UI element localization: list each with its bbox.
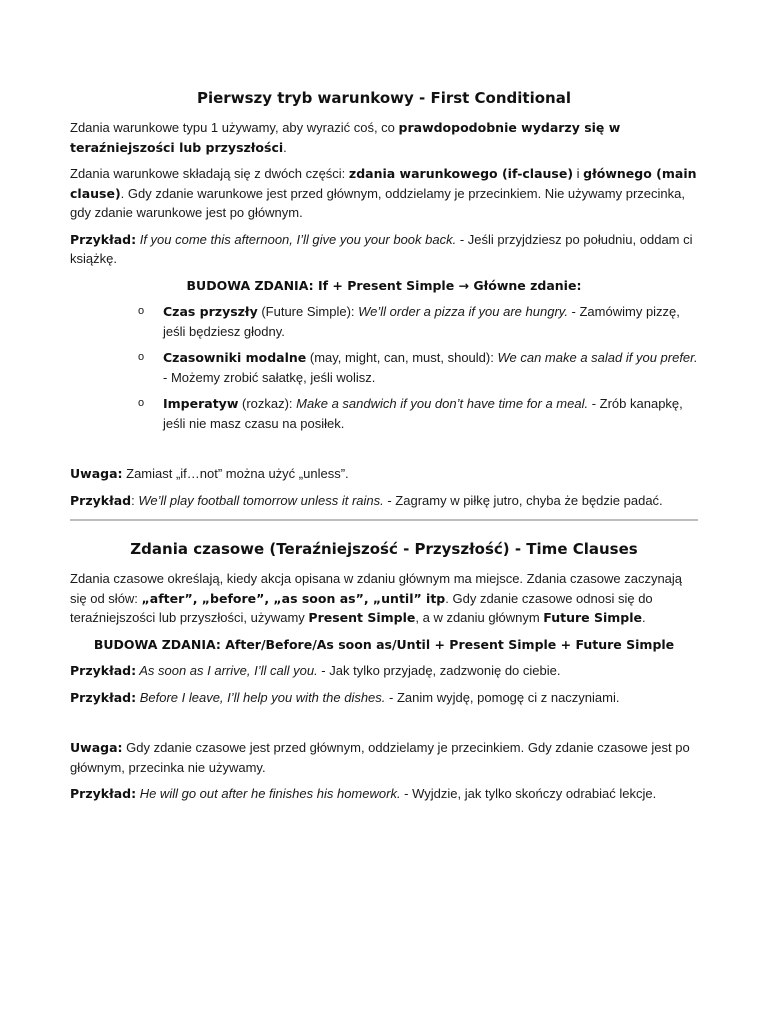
example-label: Przykład:: [70, 663, 137, 678]
example-english: We’ll order a pizza if you are hungry.: [358, 304, 568, 319]
text: (may, might, can, must, should):: [306, 350, 498, 365]
section1-intro: [70, 118, 698, 157]
section1-structure: [70, 276, 698, 296]
section1-example-2: [70, 491, 698, 511]
structure-formula: BUDOWA ZDANIA: After/Before/As soon as/Until + Present Simple + Future Simple: [93, 636, 675, 652]
section-divider: [70, 519, 698, 521]
bullet-marker: o: [138, 351, 145, 363]
note-label: Uwaga:: [70, 466, 123, 481]
section2-example-1: [70, 661, 698, 681]
example-polish: - Jeśli przyjdziesz po południu, oddam ci książkę.: [70, 231, 693, 266]
example-polish: - Zagramy w piłkę jutro, chyba że będzie padać.: [383, 492, 663, 508]
note-label: Uwaga:: [70, 740, 123, 755]
example-polish: - Zanim wyjdę, pomogę ci z naczyniami.: [385, 689, 620, 705]
section1-parts: [70, 164, 698, 223]
example-english: Make a sandwich if you don’t have time for a meal.: [296, 396, 589, 411]
bold-text: głównego (main clause): [70, 166, 697, 201]
list-item: [138, 302, 698, 341]
section2-intro: [70, 569, 698, 628]
text: Zdania czasowe określają, kiedy akcja opisana w zdaniu głównym ma miejsce. Zdania czasowe zaczynają się od słów:: [70, 571, 683, 606]
example-label: Przykład:: [70, 786, 137, 801]
document-page: [70, 88, 698, 811]
example-english: Before I leave, I’ll help you with the dishes.: [136, 689, 386, 705]
bold-text: Present Simple: [308, 610, 416, 625]
text: .: [283, 139, 287, 155]
text: Zdania warunkowe typu 1 używamy, aby wyrazić coś, co: [70, 120, 399, 135]
example-english: As soon as I arrive, I’ll call you.: [136, 663, 318, 678]
example-label: Przykład: [70, 492, 132, 508]
section2-example-2: [70, 688, 698, 708]
bold-text: Czas przyszły: [163, 304, 258, 319]
example-label: Przykład:: [70, 689, 137, 705]
example-polish: - Wyjdzie, jak tylko skończy odrabiać lekcje.: [400, 786, 657, 801]
bullet-marker: o: [138, 305, 145, 317]
example-polish: - Jak tylko przyjadę, zadzwonię do ciebie.: [317, 663, 561, 678]
example-label: Przykład:: [70, 231, 137, 247]
section2-title: Zdania czasowe (Teraźniejszość - Przyszłość) - Time Clauses: [130, 540, 638, 558]
text: , a w zdaniu głównym: [415, 610, 544, 625]
section1-bullet-list: [70, 302, 698, 433]
bold-text: prawdopodobnie wydarzy się w teraźniejszości lub przyszłości: [70, 120, 621, 155]
note-text: Zamiast „if…not” można użyć „unless”.: [122, 466, 349, 481]
structure-formula: BUDOWA ZDANIA: If + Present Simple → Główne zdanie:: [186, 277, 582, 293]
example-english: We can make a salad if you prefer.: [497, 350, 698, 365]
text: i: [573, 166, 584, 181]
bold-text: „after”, „before”, „as soon as”, „until” itp: [141, 590, 446, 606]
text: . Gdy zdanie warunkowe jest przed głównym, oddzielamy je przecinkiem. Nie używamy przecinka, gdy zdanie warunkowe jest po głównym.: [70, 185, 685, 220]
spacer: [70, 714, 698, 738]
text: :: [131, 492, 139, 508]
list-item: [138, 348, 698, 387]
section2-structure: [70, 635, 698, 655]
bold-text: Imperatyw: [163, 396, 239, 411]
text: Zdania warunkowe składają się z dwóch części:: [70, 166, 349, 181]
section1-example: [70, 230, 698, 269]
example-polish: - Możemy zrobić sałatkę, jeśli wolisz.: [163, 369, 376, 385]
text: .: [642, 610, 646, 625]
bold-text: Future Simple: [543, 610, 643, 625]
text: (Future Simple):: [257, 304, 359, 319]
spacer: [70, 440, 698, 464]
example-polish: - Zrób kanapkę, jeśli nie masz czasu na posiłek.: [163, 396, 683, 431]
section2-example-3: [70, 784, 698, 804]
section1-note: [70, 464, 698, 484]
bold-text: zdania warunkowego (if-clause): [348, 166, 574, 181]
section2-note: [70, 738, 698, 777]
example-english: He will go out after he finishes his homework.: [136, 786, 401, 801]
bullet-marker: o: [138, 397, 145, 409]
section1-title: Pierwszy tryb warunkowy - First Conditional: [197, 89, 571, 107]
note-text: Gdy zdanie czasowe jest przed głównym, oddzielamy je przecinkiem. Gdy zdanie czasowe jest po głównym, przecinka nie używamy.: [70, 740, 690, 775]
example-polish: - Zamówimy pizzę, jeśli będziesz głodny.: [163, 304, 680, 339]
example-english: If you come this afternoon, I’ll give you your book back.: [136, 231, 457, 247]
example-english: We’ll play football tomorrow unless it rains.: [138, 492, 384, 508]
text: . Gdy zdanie czasowe odnosi się do teraźniejszości lub przyszłości, używamy: [70, 590, 653, 625]
text: (rozkaz):: [238, 396, 297, 411]
bold-text: Czasowniki modalne: [163, 350, 307, 365]
list-item: [138, 394, 698, 433]
